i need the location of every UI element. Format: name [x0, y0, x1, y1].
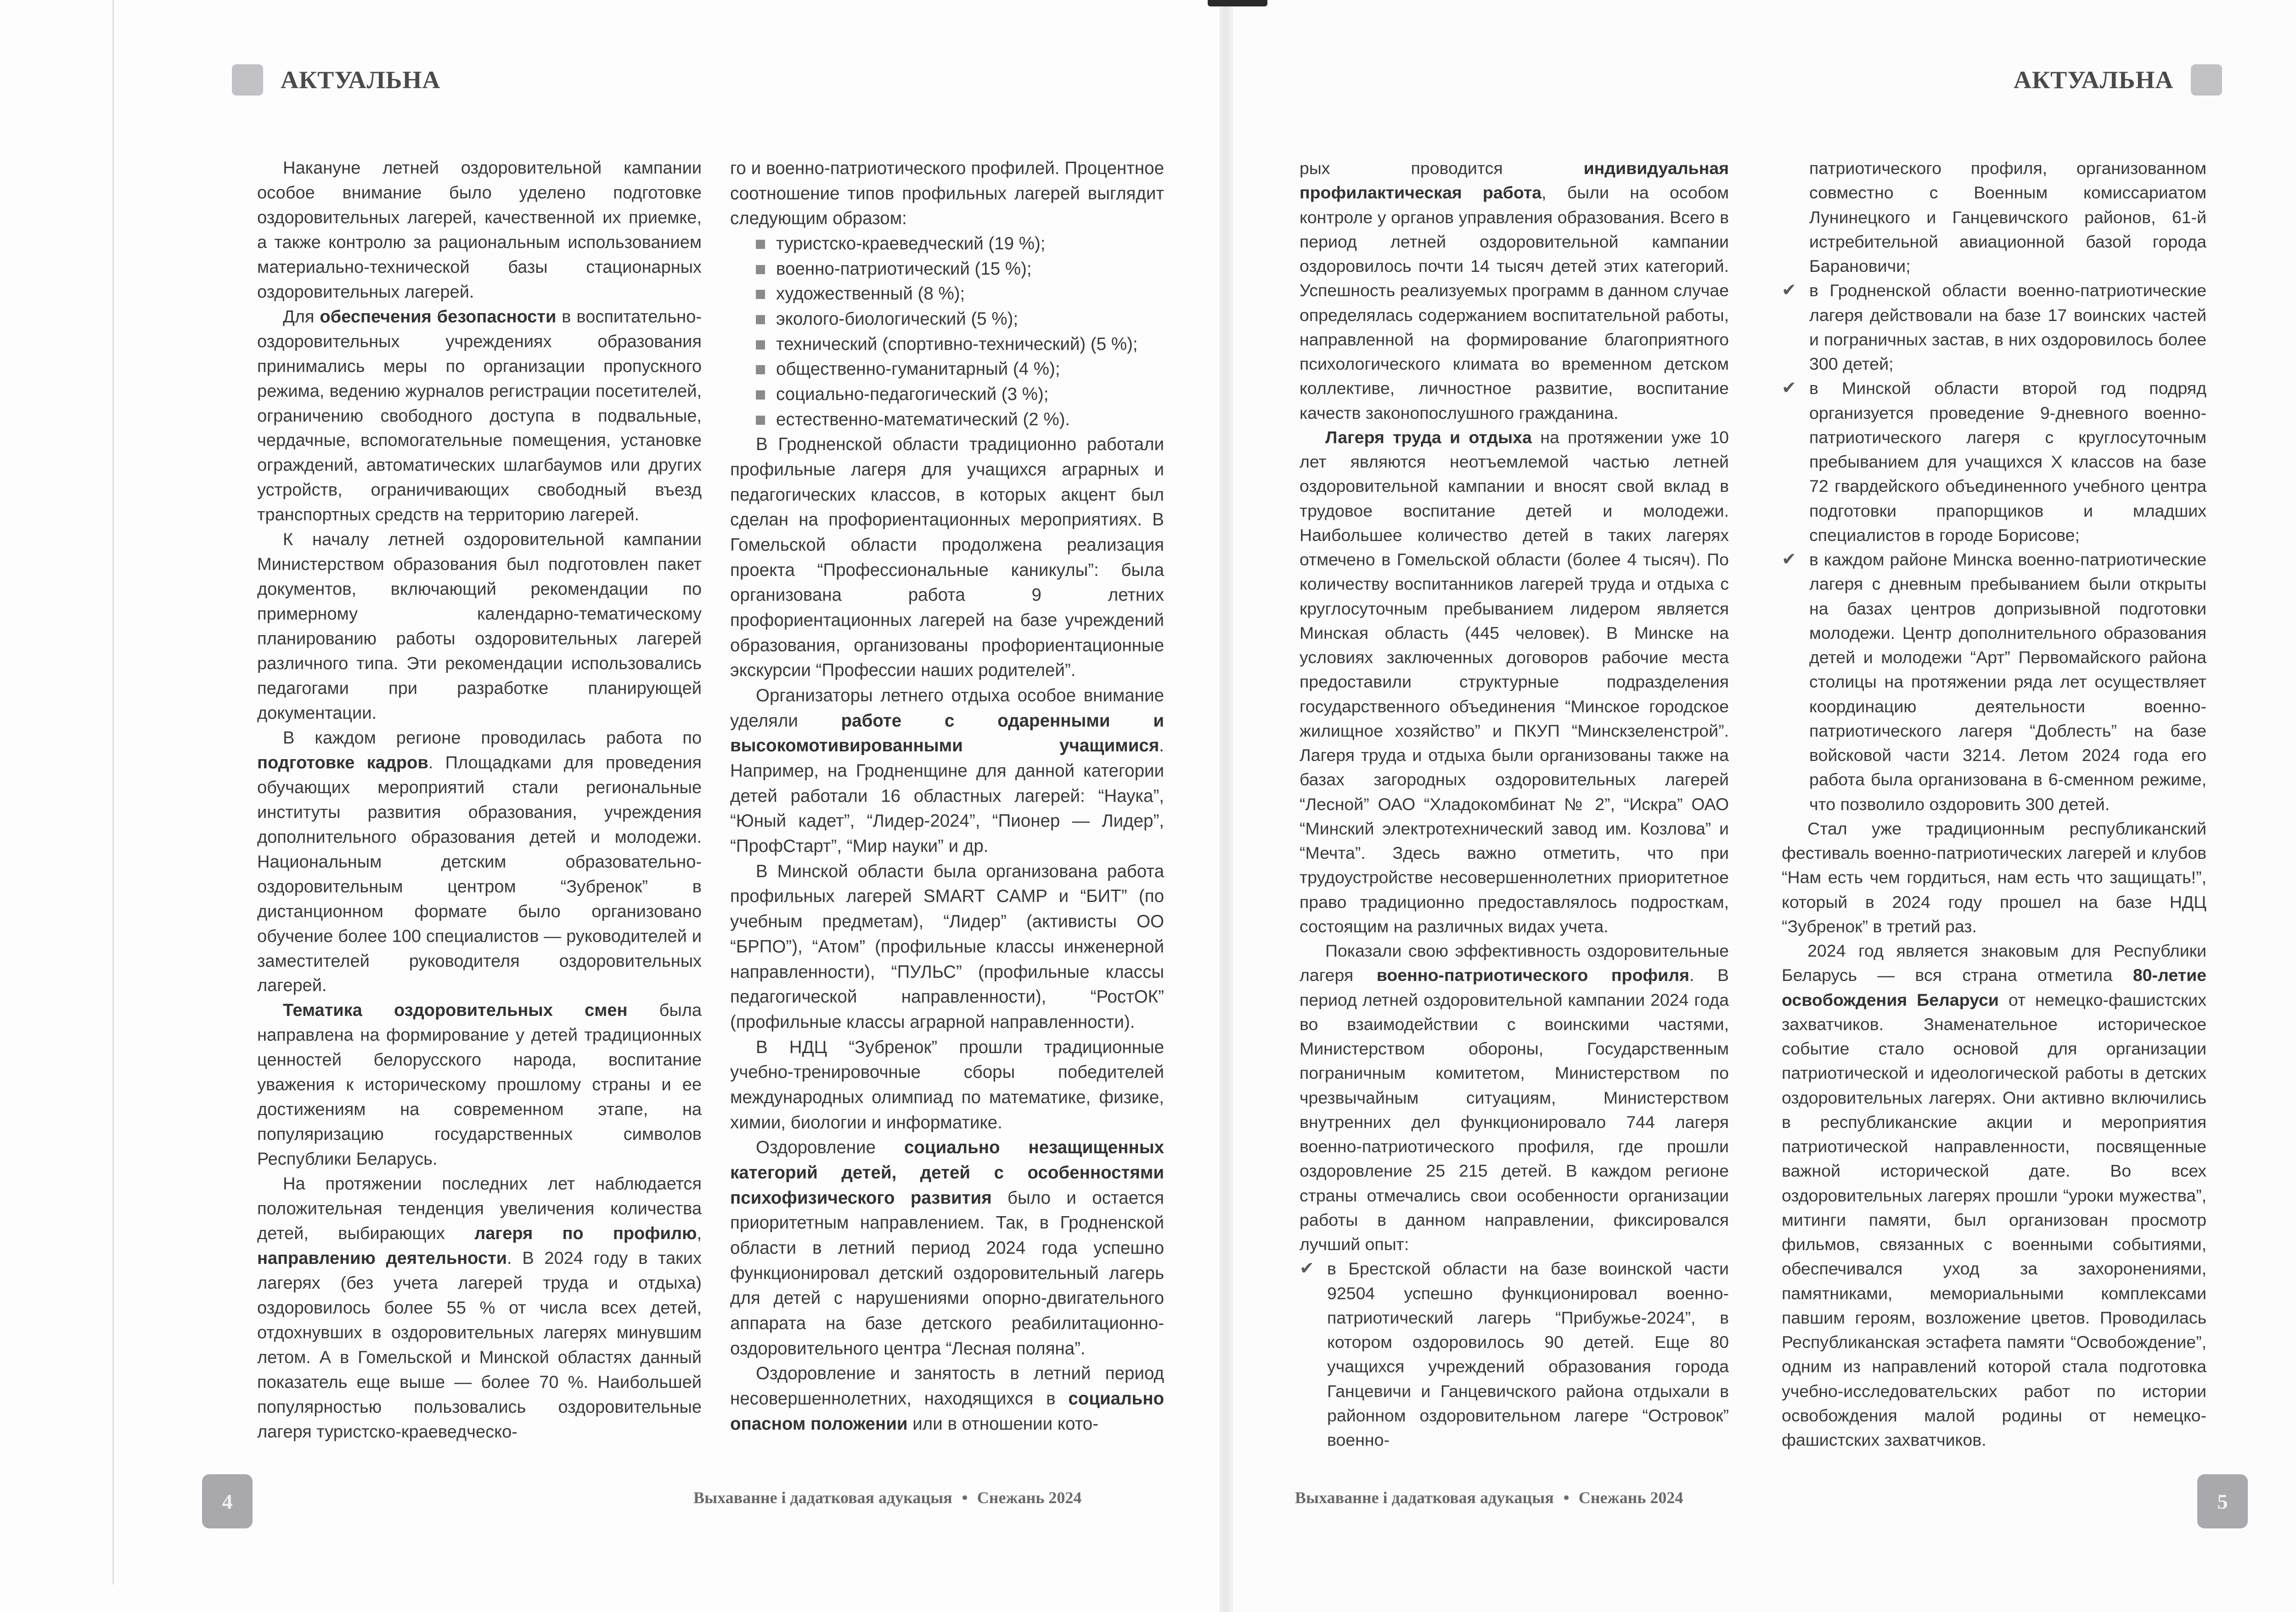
- list-item: технический (спортивно-технический) (5 %);: [756, 332, 1164, 357]
- list-item: эколого-биологический (5 %);: [756, 307, 1164, 332]
- bold-phrase: Лагеря труда и отдыха: [1325, 427, 1532, 447]
- best-practices-list: [1300, 1257, 1729, 1452]
- paragraph: Накануне летней оздоровительной кампании особое внимание было уделено подготовке оздоровительных лагерей, качественной их приемке, а также контролю за рациональным использованием материально-технической базы стационарных оздоровительных лагерей.: [257, 158, 702, 302]
- checkmark-icon: ✔: [1782, 550, 1796, 569]
- bold-phrase: военно-патриотического профиля: [1376, 965, 1689, 985]
- bold-phrase: направлению деятельности: [257, 1248, 507, 1268]
- issue-date: Снежань 2024: [977, 1488, 1082, 1507]
- section-marker-icon: [232, 64, 263, 96]
- list-item: социально-педагогический (3 %);: [756, 382, 1164, 407]
- article-column-1: [257, 156, 702, 1445]
- list-item: патриотического профиля, организованном совместно с Военным комиссариатом Лунинецкого и Ганцевичского районов, 61-й истребительной авиационной базой города Барановичи;: [1809, 158, 2206, 276]
- bold-phrase: лагеря по профилю: [474, 1223, 697, 1243]
- paragraph: В Минской области была организована работа профильных лагерей SMART CAMP и “БИТ” (по учебным предметам), “Лидер” (активисты ОО “БРПО”), “Атом” (профильные классы инженерной направленности), “ПУЛЬС” (профильные классы педагогической направленности), “РостОК” (профильные классы аграрной направленности).: [730, 861, 1164, 1032]
- paragraph: Для обеспечения безопасности в воспитательно-оздоровительных учреждениях образования принимались меры по организации пропускного режима, ведению журналов регистрации посетителей, ограничению свободного доступа в подвальные, чердачные, вспомогательные помещения, установке ограждений, автоматических шлагбаумов или других устройств, ограничивающих свободный въезд транспортных средств на территорию лагерей.: [257, 307, 702, 525]
- paragraph: В Гродненской области традиционно работали профильные лагеря для учащихся аграрных и педагогических классов, в которых акцент был сделан на профориентационных мероприятиях. В Гомельской области продолжена реализация проекта “Профессиональные каникулы”: была организована работа 9 летних профориентационных лагерей на базе учреждений образования, организованы профориентационные экскурсии “Профессии наших родителей”.: [730, 434, 1164, 681]
- paragraph: Лагеря труда и отдыха на протяжении уже 10 лет являются неотъемлемой частью летней оздоровительной кампании и вносят свой вклад в трудовое воспитание детей и молодежи. Наибольшее количество детей в таких лагерях отмечено в Гомельской области (более 4 тысяч). По количеству воспитанников лагерей труда и отдыха с круглосуточным пребыванием лидером является Минская область (445 человек). В Минске на условиях заключенных договоров рабочие места предоставили структурные подразделения государственного объединения “Минское городское жилищное хозяйство” и ПКУП “Минскзеленстрой”. Лагеря труда и отдыха были организованы также на базах загородных оздоровительных лагерей “Лесной” ОАО “Хладокомбинат № 2”, “Искра” ОАО “Минский электротехнический завод им. Козлова” и “Мечта”. Здесь важно отметить, что при трудоустройстве несовершеннолетних приоритетное право традиционно предоставлялось подросткам, состоящим на различных видах учета.: [1300, 427, 1729, 936]
- journal-title: Выхаванне і дадатковая адукацыя: [693, 1488, 952, 1507]
- page-number-badge: 4: [202, 1474, 253, 1528]
- bullet-dot-icon: [1564, 1495, 1569, 1500]
- list-item: художественный (8 %);: [756, 282, 1164, 307]
- paragraph: На протяжении последних лет наблюдается положительная тенденция увеличения количества детей, выбирающих лагеря по профилю, направлению деятельности. В 2024 году в таких лагерях (без учета лагерей труда и отдыха) оздоровилось более 55 % от числа всех детей, отдохнувших в оздоровительных лагерях минувшим летом. А в Гомельской и Минской областях данный показатель еще выше — более 70 %. Наибольшей популярностью пользовались оздоровительные лагеря туристско-краеведческо-: [257, 1174, 702, 1442]
- list-item: ✔ в каждом районе Минска военно-патриотические лагеря с дневным пребыванием были открыты на базах центров допризывной подготовки молодежи. Центр дополнительного образования детей и молодежи “Арт” Первомайского района столицы на протяжении ряда лет осуществляет координацию деятельности военно-патриотического лагеря “Доблесть” на базе войсковой части 3214. Летом 2024 года его работа была организована в 6-сменном режиме, что позволило оздоровить 300 детей.: [1809, 547, 2206, 817]
- bullet-square-icon: [756, 390, 765, 400]
- bold-phrase: Тематика оздоровительных смен: [283, 1001, 628, 1020]
- best-practices-list-continued: [1782, 156, 2206, 817]
- section-title: АКТУАЛЬНА: [2014, 66, 2174, 94]
- paragraph: В каждом регионе проводилась работа по подготовке кадров. Площадками для проведения обучающих мероприятий стали региональные институты развития образования, учреждения дополнительного образования детей и молодежи. Национальным детским образовательно-оздоровительным центром “Зубренок” в дистанционном формате было организовано обучение более 100 специалистов — руководителей и заместителей руководителя оздоровительных лагерей.: [257, 728, 702, 996]
- paragraph: Тематика оздоровительных смен была направлена на формирование у детей традиционных ценностей белорусского народа, воспитание уважения к историческому прошлому страны и ее достижениям на современном этапе, на популяризацию государственных символов Республики Беларусь.: [257, 1001, 702, 1169]
- section-title: АКТУАЛЬНА: [281, 66, 441, 94]
- bullet-square-icon: [756, 416, 765, 425]
- paragraph: Оздоровление социально незащищенных категорий детей, детей с особенностями психофизического развития было и остается приоритетным направлением. Так, в Гродненской области в летний период 2024 года успешно функционировал детский оздоровительный лагерь для детей с нарушениями опорно-двигательного аппарата на базе детского реабилитационно-оздоровительного центра “Лесная поляна”.: [730, 1138, 1165, 1358]
- section-header-right: [2014, 64, 2222, 96]
- checkmark-icon: ✔: [1782, 281, 1796, 300]
- article-column-4: [1782, 156, 2206, 1452]
- checkmark-icon: ✔: [1300, 1259, 1314, 1279]
- list-item: ✔ в Гродненской области военно-патриотические лагеря действовали на базе 17 воинских частей и пограничных застав, в них оздоровилось более 300 детей;: [1809, 278, 2206, 376]
- checkmark-icon: ✔: [1782, 378, 1796, 398]
- bold-phrase: работе с одаренными и высокомотивированными учащимися: [730, 710, 1164, 756]
- list-item: естественно-математический (2 %).: [756, 407, 1164, 433]
- bullet-square-icon: [756, 365, 765, 374]
- bullet-square-icon: [756, 315, 765, 324]
- list-item: туристско-краеведческий (19 %);: [756, 231, 1164, 257]
- bullet-square-icon: [756, 290, 765, 299]
- paragraph: го и военно-патриотического профилей. Процентное соотношение типов профильных лагерей выглядит следующим образом:: [730, 158, 1164, 229]
- paragraph: К началу летней оздоровительной кампании Министерством образования был подготовлен пакет документов, включающий рекомендации по примерному календарно-тематическому планированию работы оздоровительных лагерей различного типа. Эти рекомендации использовались педагогами при разработке планирующей документации.: [257, 530, 702, 723]
- article-column-3: [1300, 156, 1729, 1452]
- paragraph: Стал уже традиционным республиканский фестиваль военно-патриотических лагерей и клубов “Нам есть чем гордиться, нам есть что защищать!”, который в 2024 году прошел на базе НДЦ “Зубренок” в третий раз.: [1782, 818, 2206, 936]
- bullet-square-icon: [756, 265, 765, 274]
- paragraph: рых проводится индивидуальная профилактическая работа, были на особом контроле у органов управления образования. Всего в период летней оздоровительной кампании оздоровилось почти 14 тысяч детей этих категорий. Успешность реализуемых программ в данном случае определялась содержанием воспитательной работы, направленной на формирование благоприятного психологического климата во временном детском коллективе, личностное развитие, воспитание качеств законопослушного гражданина.: [1300, 158, 1729, 423]
- bold-phrase: подготовке кадров: [257, 753, 428, 772]
- bold-phrase: социально опасном положении: [730, 1388, 1164, 1434]
- paragraph: Показали свою эффективность оздоровительные лагеря военно-патриотического профиля. В период летней оздоровительной кампании 2024 года во взаимодействии с воинскими частями, Министерством обороны, Государственным пограничным комитетом, Министерством по чрезвычайным ситуациям, Министерством внутренних дел функционировало 744 лагеря военно-патриотического профиля, где прошли оздоровление 25 215 детей. В каждом регионе страны отмечались свои особенности организации работы в данном направлении, фиксировался лучший опыт:: [1300, 941, 1729, 1254]
- paragraph: Оздоровление и занятость в летний период несовершеннолетних, находящихся в социально опасном положении или в отношении кото-: [730, 1364, 1164, 1434]
- page-edge: [113, 0, 114, 1584]
- list-item: ✔ в Минской области второй год подряд организуется проведение 9-дневного военно-патриотического лагеря с круглосуточным пребыванием для учащихся X классов на базе 72 гвардейского объединенного учебного центра подготовки прапорщиков и младших специалистов в городе Борисове;: [1809, 376, 2206, 547]
- running-footer-right: [1295, 1488, 1683, 1507]
- running-footer-left: [693, 1488, 1081, 1507]
- bold-phrase: 80-летие освобождения Беларуси: [1782, 965, 2206, 1009]
- bold-phrase: социально незащищенных категорий детей, детей с особенностями психофизического развития: [730, 1138, 1165, 1208]
- section-header-left: [232, 64, 440, 96]
- paragraph: В НДЦ “Зубренок” прошли традиционные учебно-тренировочные сборы победителей международных олимпиад по математике, физике, химии, биологии и информатике.: [730, 1037, 1164, 1133]
- bullet-dot-icon: [962, 1495, 967, 1500]
- list-item: военно-патриотический (15 %);: [756, 257, 1164, 282]
- list-item: ✔ в Брестской области на базе воинской части 92504 успешно функционировал военно-патриотический лагерь “Прибужье-2024”, в котором оздоровилось 90 детей. Еще 80 учащихся учреждений образования города Ганцевичи и Ганцевичского района отдыхали в районном оздоровительном лагере “Островок” военно-: [1327, 1257, 1729, 1452]
- bullet-square-icon: [756, 340, 765, 349]
- bullet-square-icon: [756, 240, 765, 249]
- profile-types-list: [730, 231, 1164, 432]
- bold-phrase: обеспечения безопасности: [320, 307, 557, 327]
- spine-gutter: [1219, 0, 1233, 1612]
- binding-clip: [1208, 0, 1267, 6]
- article-column-2: [730, 156, 1164, 1437]
- issue-date: Снежань 2024: [1578, 1488, 1683, 1507]
- paragraph: Организаторы летнего отдыха особое внимание уделяли работе с одаренными и высокомотивированными учащимися. Например, на Гродненщине для данной категории детей работали 16 областных лагерей: “Наука”, “Юный кадет”, “Лидер-2024”, “Пионер — Лидер”, “ПрофСтарт”, “Мир науки” и др.: [730, 686, 1164, 857]
- bold-phrase: индивидуальная профилактическая работа: [1300, 158, 1729, 203]
- page-number-badge: 5: [2197, 1474, 2248, 1528]
- journal-title: Выхаванне і дадатковая адукацыя: [1295, 1488, 1554, 1507]
- paragraph: 2024 год является знаковым для Республики Беларусь — вся страна отметила 80-летие освобождения Беларуси от немецко-фашистских захватчиков. Знаменательное историческое событие стало основой для организации патриотической и идеологической работы в детских оздоровительных лагерях. Они активно включились в республиканские акции и мероприятия патриотической направленности, посвященные важной исторической дате. Во всех оздоровительных лагерях прошли “уроки мужества”, митинги памяти, был организован просмотр фильмов, связанных с военными событиями, обеспечивался уход за захоронениями, памятниками, мемориальными комплексами павшим героям, возложение цветов. Проводилась Республиканская эстафета памяти “Освобождение”, одним из направлений которой стала подготовка учебно-исследовательских работ по истории освобождения малой родины от немецко-фашистских захватчиков.: [1782, 941, 2206, 1449]
- list-item: общественно-гуманитарный (4 %);: [756, 357, 1164, 382]
- section-marker-icon: [2191, 64, 2222, 96]
